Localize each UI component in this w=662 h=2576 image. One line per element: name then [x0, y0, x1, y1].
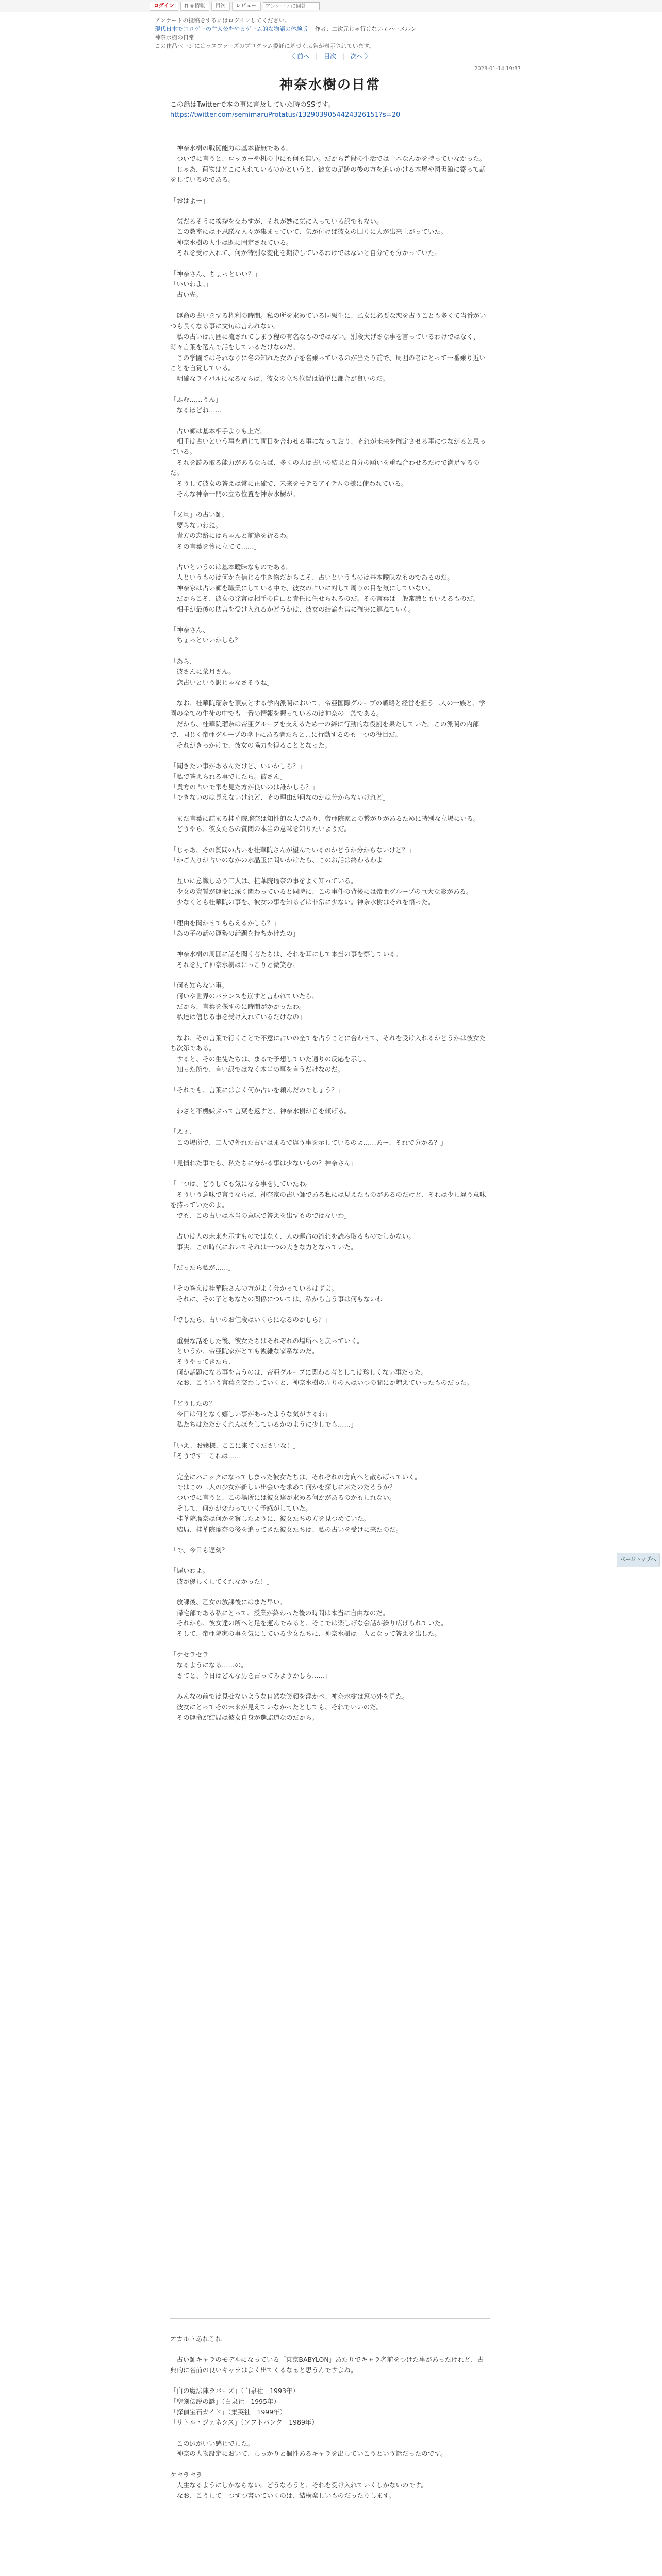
body-line: わざと不機嫌ぶって言葉を返すと、神奈水樹が首を傾げる。: [170, 1107, 351, 1115]
body-line: 「何も知らない事。: [170, 981, 228, 990]
body-line: だから、桂華院瑠奈は帝亜グループを支えるため一の絆に行動的な役割を果たしていた。この派閥の内部で、同じく帝亜グループの傘下にある者たちと共に行動するのも一つの役目だ。: [170, 720, 479, 739]
paragraph-gap: [170, 1555, 490, 1566]
paragraph-gap: [170, 615, 490, 625]
body-line: 「そうです！これは……」: [170, 1452, 248, 1460]
body-line: 明確なライバルになるならば、彼女の立ち位置は簡単に都合が良いのだ。: [170, 375, 389, 383]
paragraph-gap: [170, 1388, 490, 1399]
body-line: この教室には不思議な人々が集まっていて、気が付けば彼女の回りに人が出来上がっていた。: [170, 228, 448, 236]
paragraph-gap: [170, 2344, 490, 2354]
body-line: その言葉を怜に立てて……」: [170, 542, 261, 550]
paragraph-gap: [170, 2376, 490, 2386]
preface-line: この話はTwitterで本の事に言及していた時のSSです。: [170, 101, 335, 109]
paragraph-gap: [170, 552, 490, 562]
chapter-name: 神奈水樹の日常: [155, 34, 194, 41]
body-line: 占い先。: [170, 291, 203, 299]
afterword-line: ケセラセラ: [170, 2470, 203, 2479]
body-line: さてと、今日はどんな男を占ってみようかしら……」: [170, 1671, 332, 1680]
body-line: 恋占いという訳じゃなさそうね」: [170, 678, 274, 686]
body-line: 「その答えは桂華院さんの方がよく分かっているはずよ。: [170, 1284, 338, 1293]
paragraph-gap: [170, 1116, 490, 1127]
body-line: 「神奈さん、ちょっといい？」: [170, 269, 261, 278]
body-line: 神奈水樹の周囲に話を聞く者たちは、それを耳にして本当の事を察している。: [170, 950, 403, 958]
paragraph-gap: [170, 2460, 490, 2470]
body-line: 互いに意識しあう二人は、桂華院瑠奈の事をよく知っている。: [170, 877, 357, 885]
body-line: 「どうしたの？: [170, 1399, 216, 1408]
body-line: 「ケセラセラ: [170, 1650, 209, 1658]
paragraph-gap: [170, 646, 490, 656]
body-line: どうやら、彼女たちの質問の本当の意味を知りたいようだ。: [170, 825, 351, 833]
afterword-line: 占い師キャラのモデルになっている「東京BABYLON」あたりでキャラ名前をつけた事があったけれど、古典的に名前の良いキャラはよく出てくるなぁと思うんですよね。: [170, 2355, 484, 2374]
chapter-nav: 〈 前へ | 目次 | 次へ 〉: [289, 53, 371, 60]
paragraph-gap: [170, 1639, 490, 1650]
body-line: 相手が最後の助言を受け入れるかどうかは、彼女の結論を常に確実に連ねていく。: [170, 605, 415, 613]
paragraph-gap: [170, 1587, 490, 1597]
body-line: 「できないのは見えないけれど、その理由が何なのかは分からないけれど」: [170, 793, 390, 802]
body-line: 「で、今日も遅刻？」: [170, 1546, 235, 1554]
body-line: 運命の占いをする権利の時間。私の所を求めている同級生に、乙女に必要な恋を占うことも多くて当番がいつも長くなる事に文句は言われない。: [170, 311, 486, 330]
body-line: この学園ではそれなりに名の知れた女の子を名乗っているのが当たり前で、周囲の者にとって一番乗り近いことを自覚している。: [170, 353, 486, 372]
body-line: 「見慣れた事でも、私たちに分かる事は少ないもの？神奈さん」: [170, 1159, 357, 1167]
body-line: それに、その子とあなたの関係については、私から言う事は何もないわ」: [170, 1295, 389, 1303]
afterword-line: オカルトあれこれ: [170, 2335, 222, 2343]
body-line: 何いや世界のバランスを崩すと言われていたら、: [170, 992, 319, 1000]
afterword-line: 「リトル・ジェネシス」（ソフトバンク 1989年）: [170, 2418, 318, 2427]
body-line: 「私で答えられる事でしたら。彼さん」: [170, 772, 287, 781]
paragraph-gap: [170, 206, 490, 216]
body-line: 帰宅部である私にとって、授業が終わった後の時間は本当に自由なのだ。: [170, 1608, 389, 1617]
body-line: ではこの二人の少女が新しい出会いを求めて何かを探しに来たのだろうか？: [170, 1483, 396, 1491]
paragraph-gap: [170, 384, 490, 395]
body-line: 「遅いわよ。: [170, 1567, 209, 1575]
body-line: じゃあ、荷物はどこに入れているのかというと、彼女の足跡の後の方を追いかける本屋や図書館に寄って話をしているのである。: [170, 165, 486, 184]
prev-chapter-link[interactable]: 〈 前へ: [289, 53, 310, 60]
paragraph-gap: [170, 1535, 490, 1545]
body-line: 事実、この時代においてそれは一つの大きな力となっていた。: [170, 1243, 357, 1251]
body-line: 神奈水樹の戦闘能力は基本皆無である。: [170, 144, 293, 152]
body-line: 桂華院瑠奈は何かを察したように、彼女たちの方を見つめていた。: [170, 1515, 370, 1523]
body-line: 「えぇ、: [170, 1128, 196, 1136]
body-line: この場所で、二人で外れた占いはまるで違う事を示しているのよ……あー、それで分かる？」: [170, 1138, 447, 1146]
body-line: すると、その生徒たちは、まるで予想していた通りの反応を示し、: [170, 1055, 370, 1063]
body-line: 「神奈さん、: [170, 626, 209, 634]
afterword-line: 「聖剣伝説の謎」（白泉社 1995年）: [170, 2397, 280, 2405]
body-line: みんなの前では見せないような自然な笑顔を浮かべ、神奈水樹は窓の外を見た。: [170, 1692, 409, 1701]
body-line: ついでに言うと、ロッカーや机の中にも何も無い。だから普段の生活では一本なんかを持っていなかった。: [170, 155, 486, 163]
body-line: 私達は信じる事を受け入れているだけなの」: [170, 1013, 306, 1021]
paragraph-gap: [170, 908, 490, 918]
preface: [170, 100, 490, 121]
body-line: 「聞きたい事があるんだけど、いいかしら？」: [170, 762, 306, 770]
body-line: 「あの子の話の運勢の話題を持ちかけたの」: [170, 929, 300, 937]
body-line: 知った所で、言い訳ではなく本当の事を言うだけなのだ。: [170, 1065, 344, 1074]
body-line: それから、彼女達の所へと足を運んでみると、そこでは楽しげな会話が繰り広げられていた。: [170, 1619, 448, 1628]
body-line: 重要な話をした後、彼女たちはそれぞれの場所へと戻っていく。: [170, 1336, 363, 1345]
afterword-line: 「白の魔法陣ラバーズ」（白泉社 1993年）: [170, 2387, 299, 2395]
body-line: そうやってきたら、: [170, 1358, 235, 1366]
body-line: 「貴方の占いで雫を見た方が良いのは誰かしら？」: [170, 783, 319, 791]
body-line: 神奈水樹の人生は既に固定されている。: [170, 238, 293, 246]
body-line: そんな神奈一門の立ち位置を神奈水樹が。: [170, 489, 300, 498]
works-menu-button[interactable]: 作品情報: [180, 2, 209, 11]
body-line: ちょっといいかしら？」: [170, 636, 248, 645]
paragraph-gap: [170, 1273, 490, 1283]
paragraph-gap: [170, 1462, 490, 1472]
preface-url[interactable]: https://twitter.com/semimaruProtatus/1329039054424326151?s=20: [170, 111, 401, 119]
paragraph-gap: [170, 1075, 490, 1085]
body-line: そして、何かが変わっていく予感がしていた。: [170, 1504, 312, 1512]
body-line: 放課後、乙女の放課後にはまだ早い。: [170, 1598, 287, 1606]
body-line: 彼が優しくしてくれなかった！」: [170, 1577, 274, 1585]
body-line: なるようになる……の。: [170, 1661, 247, 1669]
body-line: 「かご入りが占いのなかの水晶玉に問いかけたら、このお話は終わるわよ」: [170, 856, 390, 864]
body-line: まだ言葉に詰まる桂華院瑠奈は知性的な人であり、帝亜院家との繋がりがあるために特別な立場にいる。: [170, 814, 480, 822]
body-line: 要らないわね。: [170, 521, 222, 529]
paragraph-gap: [170, 688, 490, 698]
body-line: 「理由を聞かせてもらえるかしら？」: [170, 919, 280, 927]
paragraph-gap: [170, 2428, 490, 2438]
body-line: 彼さんに菜月さん。: [170, 668, 235, 676]
body-line: だからこそ、彼女の発言は相手の自由と責任に任せられるのだ。その言葉は一般常識ともいえるものだ。: [170, 595, 479, 603]
paragraph-gap: [170, 1430, 490, 1440]
paragraph-gap: [170, 803, 490, 814]
paragraph-gap: [170, 1023, 490, 1033]
body-line: 彼女にとってその未来が見えていなかったとしても、それでいいのだ。: [170, 1703, 383, 1711]
ad-note: この作品ページにはラスファーズのプログラム委託に基づく広告が表示されています。: [155, 43, 375, 49]
body-line: 「だったら私が……」: [170, 1263, 235, 1272]
body-line: 相手は占いという事を通じて両目を合わせる事になっており、それが未来を確定させる事につながると思っている。: [170, 437, 486, 456]
paragraph-gap: [170, 1326, 490, 1336]
body-line: 「いえ、お嬢様、ここに来てくださいな！」: [170, 1441, 300, 1449]
body-line: 「いいわよ。」: [170, 280, 212, 289]
afterword-line: 「探偵宝石ガイド」（集英社 1999年）: [170, 2408, 287, 2416]
body-line: 人というものは何かを信じる生き物だからこそ、占いというものは基本曖昧なものであるのだ。: [170, 573, 454, 582]
index-link[interactable]: 目次: [323, 53, 336, 60]
body-line: 何か話題になる事を言うのは、帝亜グループに関わる者としては珍しくない事だった。: [170, 1368, 428, 1376]
paragraph-gap: [170, 970, 490, 980]
body-line: その運命が結局は彼女自身が選ぶ道なのだから。: [170, 1713, 319, 1721]
body-line: 「ふむ……うん」: [170, 395, 222, 403]
top-bar: [0, 0, 662, 12]
next-chapter-link[interactable]: 次へ 〉: [350, 53, 371, 60]
body-line: 少女の資質が運命に深く関わっていると同時に、この事件の背後には帝亜グループの巨大な影がある。: [170, 887, 473, 895]
divider: [170, 2318, 490, 2319]
body-line: 占いは人の未来を示すものではなく、人の運命の流れを読み取るものでしかない。: [170, 1232, 415, 1241]
paragraph-gap: [170, 1681, 490, 1691]
body-line: でも、この占いは本当の意味で答えを出すものではないわ」: [170, 1211, 351, 1219]
body-line: 「又旦」の占い師。: [170, 511, 228, 519]
paragraph-gap: [170, 835, 490, 845]
afterword-line: なお、こうして一つずつ書いていくのは、結構楽しいものだったりします。: [170, 2492, 395, 2500]
body-line: 占い師は基本相手よりも上だ。: [170, 427, 267, 435]
paragraph-gap: [170, 1252, 490, 1263]
page-top-button[interactable]: ページトップへ: [617, 1553, 660, 1567]
paragraph-gap: [170, 499, 490, 510]
paragraph-gap: [170, 1148, 490, 1158]
login-note: アンケートの投稿をするにはログインしてください。: [155, 17, 290, 24]
body-line: 気だるそうに挨拶を交わすが、それが妙に気に入っている訳でもない。: [170, 217, 383, 226]
chapter-title: 神奈水樹の日常: [279, 77, 380, 93]
paragraph-gap: [170, 751, 490, 761]
body-line: それを受け入れて、何か特別な変化を期待しているわけではないと自分でも分かっていた。: [170, 249, 441, 257]
body-line: 「おはよー」: [170, 196, 209, 205]
survey-input[interactable]: [263, 2, 320, 10]
series-title-link[interactable]: 現代日本でエロゲーの主人公をやるゲーム的な物語の体験版: [155, 26, 308, 32]
body-line: 「それでも、言葉にはよく何か占いを頼んだのでしょう？」: [170, 1086, 344, 1094]
body-line: なお、こういう言葉を交わしていくと、神奈水樹の周りの人はいつの間にか増えていったものだった。: [170, 1379, 473, 1387]
body-line: 私たちはただかくれんぼをしているかのように少しでも……」: [170, 1420, 357, 1429]
body-line: ついでに言うと、この場所には彼女達が求める何かがあるのかもしれない。: [170, 1494, 396, 1502]
author-name[interactable]: 作者：二次元じゃ行けない / ハーメルン: [315, 26, 417, 32]
body-line: 少なくとも桂華院の事を、彼女の事を知る者は非常に少ない。神奈水樹はそれを悟った。: [170, 898, 435, 906]
afterword-line: 神奈の人物設定において、しっかりと個性あるキャラを出していこうという話だったのです。: [170, 2450, 447, 2458]
body-line: 「じゃあ、その質問の占いを桂華院さんが望んでいるのかどうか分からないけど？」: [170, 845, 415, 854]
body-line: 「でしたら、占いのお値段はいくらになるのかしら？」: [170, 1316, 332, 1324]
body-line: 完全にパニックになってしまった彼女たちは、それぞれの方向へと散らばっていく。: [170, 1472, 421, 1481]
afterword-line: 人生なるようにしかならない。どうなろうと、それを受け入れていくしかないのです。: [170, 2481, 428, 2489]
login-button[interactable]: ログイン: [150, 2, 178, 11]
paragraph-gap: [170, 185, 490, 196]
paragraph-gap: [170, 1221, 490, 1231]
body-line: 「あら、: [170, 657, 196, 665]
post-date: 2023-01-14 19:37: [474, 66, 521, 72]
body-line: そういう意味で言うならば、神奈家の占い師である私には見えたものがあるのだけど、それは少し違う意味を持っていたのよ。: [170, 1190, 486, 1209]
review-menu-button[interactable]: レビュー: [232, 2, 261, 11]
paragraph-gap: [170, 300, 490, 311]
chapter-body: [170, 143, 490, 1723]
body-line: 占いというのは基本曖昧なものである。: [170, 563, 293, 571]
body-line: 今日は何となく嬉しい事があったような気がするわ」: [170, 1410, 332, 1418]
afterword: [170, 2334, 490, 2501]
body-line: そうして彼女の答えは常に正確で、未来をモテるアイテムの様に使われている。: [170, 479, 408, 487]
body-line: 貴方の恋路にはちゃんと前途を祈るわ。: [170, 532, 293, 540]
paragraph-gap: [170, 1304, 490, 1315]
afterword-line: この辺がいい感じでした。: [170, 2439, 254, 2447]
body-line: というか、帝亜院家がとても複雑な家系なのだ。: [170, 1347, 319, 1355]
body-line: 結局、桂華院瑠奈の後を追ってきた彼女たちは、私の占いを受けに来たのだ。: [170, 1525, 403, 1533]
paragraph-gap: [170, 1096, 490, 1106]
paragraph-gap: [170, 939, 490, 949]
body-line: なるほどね……: [170, 406, 222, 414]
body-line: だから、言葉を探すのに時間がかかったわ。: [170, 1003, 306, 1010]
body-line: それを読み取る能力があるならば、多くの人は占いの結果と自分の願いを重ね合わせるだけで満足するのだ。: [170, 458, 480, 477]
paragraph-gap: [170, 1168, 490, 1179]
body-line: なお、桂華院瑠奈を頂点とする学内派閥において、帝亜国際グループの戦略と経営を担う二人の一族と、学園の全ての生徒の中でも一番の情報を握っているのは神奈の一族である。: [170, 699, 486, 718]
body-line: なお、その言葉で行くことで不意に占いの全てを占うことに合わせて、それを受け入れるかどうかは彼女たち次第である。: [170, 1033, 486, 1053]
body-line: 神奈家は占い師を職業にしている中で、彼女の占いに対して周りの目を気にしていない。: [170, 584, 435, 592]
body-line: そして、帝亜院家の事を気にしている少女たちに、神奈水樹は一人となって答えを出した。: [170, 1630, 441, 1638]
paragraph-gap: [170, 866, 490, 876]
paragraph-gap: [170, 416, 490, 426]
body-line: それがきっかけで、彼女の協力を得ることとなった。: [170, 741, 332, 749]
body-line: それを見て神奈水樹はにっこりと微笑む。: [170, 960, 299, 969]
chapters-menu-button[interactable]: 目次: [211, 2, 230, 11]
series-line: [155, 25, 510, 33]
body-line: 私の占いは周囲に流されてしまう程の有名なものではない。別段大げさな事を言っているわけではなく、時々言葉を選んで話をしているだけなのだ。: [170, 332, 479, 351]
body-line: 「一つは、どうしても気になる事を見ていたわ。: [170, 1180, 312, 1188]
paragraph-gap: [170, 259, 490, 269]
